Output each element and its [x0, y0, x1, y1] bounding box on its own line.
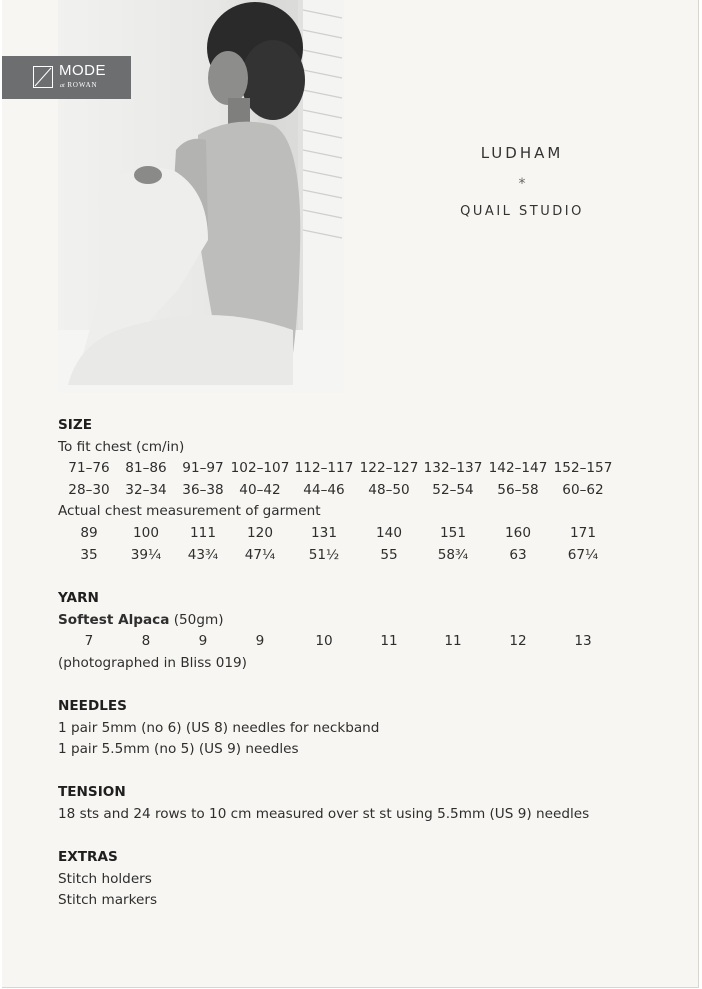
- yarn-name: Softest Alpaca: [58, 611, 170, 628]
- yarn-heading: YARN: [58, 590, 99, 606]
- actual-cm-row: [58, 523, 678, 545]
- size-cell: 132–137: [423, 460, 483, 477]
- size-cell: 9: [255, 633, 265, 650]
- size-cell: 47¼: [244, 546, 276, 563]
- size-cell: 11: [380, 633, 398, 650]
- actual-chest-label: Actual chest measurement of garment: [58, 503, 321, 520]
- size-cell: 63: [509, 546, 527, 563]
- to-fit-label: To fit chest (cm/in): [58, 438, 185, 455]
- yarn-balls-row: [58, 631, 678, 653]
- size-cell: 120: [247, 524, 273, 541]
- size-cell: 140: [376, 524, 402, 541]
- pattern-title-block: [402, 144, 642, 219]
- tension-section: [58, 782, 678, 825]
- extras-line: Stitch markers: [58, 892, 158, 909]
- size-cell: 131: [311, 524, 337, 541]
- size-cell: 39¼: [130, 546, 162, 563]
- size-cell: 102–107: [230, 460, 290, 477]
- needles-section: [58, 696, 678, 761]
- size-cell: 152–157: [553, 460, 613, 477]
- to-fit-cm-row: [58, 458, 678, 480]
- size-cell: 43¾: [187, 546, 219, 563]
- size-cell: 52–54: [432, 481, 474, 498]
- size-cell: 91–97: [182, 460, 224, 477]
- size-cell: 81–86: [125, 460, 167, 477]
- size-cell: 35: [80, 546, 98, 563]
- size-section: [58, 415, 678, 566]
- pattern-title: LUDHAM: [480, 144, 564, 162]
- size-cell: 48–50: [368, 481, 410, 498]
- size-cell: 9: [198, 633, 208, 650]
- size-cell: 36–38: [182, 481, 224, 498]
- size-cell: 58¾: [437, 546, 469, 563]
- size-cell: 11: [444, 633, 462, 650]
- size-cell: 44–46: [303, 481, 345, 498]
- size-cell: 60–62: [562, 481, 604, 498]
- size-cell: 89: [80, 524, 98, 541]
- size-cell: 151: [440, 524, 466, 541]
- title-separator: *: [518, 176, 526, 192]
- size-cell: 8: [141, 633, 151, 650]
- tension-heading: TENSION: [58, 784, 126, 800]
- needles-line: 1 pair 5.5mm (no 5) (US 9) needles: [58, 741, 299, 758]
- size-cell: 112–117: [294, 460, 354, 477]
- tension-text: 18 sts and 24 rows to 10 cm measured over st st using 5.5mm (US 9) needles: [58, 805, 590, 822]
- size-cell: 51½: [308, 546, 340, 563]
- size-cell: 67¼: [567, 546, 599, 563]
- designer-name: QUAIL STUDIO: [460, 204, 584, 219]
- size-cell: 7: [84, 633, 94, 650]
- yarn-photo-note: (photographed in Bliss 019): [58, 654, 247, 671]
- logo-subtitle: at ROWAN: [60, 81, 98, 89]
- mode-at-rowan-logo: [2, 56, 131, 99]
- yarn-section: [58, 588, 678, 674]
- extras-section: [58, 847, 678, 912]
- size-cell: 55: [380, 546, 398, 563]
- size-cell: 122–127: [359, 460, 419, 477]
- size-cell: 100: [133, 524, 159, 541]
- logo-word: MODE: [59, 62, 106, 79]
- size-cell: 142–147: [488, 460, 548, 477]
- size-cell: 171: [570, 524, 596, 541]
- extras-heading: EXTRAS: [58, 849, 118, 865]
- size-cell: 32–34: [125, 481, 167, 498]
- yarn-line: [58, 610, 678, 632]
- size-cell: 71–76: [68, 460, 110, 477]
- size-cell: 28–30: [68, 481, 110, 498]
- size-cell: 12: [509, 633, 527, 650]
- yarn-weight: (50gm): [169, 611, 224, 628]
- logo-mark-icon: [33, 66, 53, 88]
- size-cell: 160: [505, 524, 531, 541]
- size-cell: 111: [190, 524, 216, 541]
- size-cell: 10: [315, 633, 333, 650]
- size-cell: 13: [574, 633, 592, 650]
- pattern-page: [2, 0, 699, 988]
- size-cell: 56–58: [497, 481, 539, 498]
- size-heading: SIZE: [58, 417, 92, 433]
- needles-line: 1 pair 5mm (no 6) (US 8) needles for neckband: [58, 719, 380, 736]
- actual-in-row: [58, 545, 678, 567]
- extras-line: Stitch holders: [58, 870, 152, 887]
- size-cell: 40–42: [239, 481, 281, 498]
- needles-heading: NEEDLES: [58, 698, 127, 714]
- to-fit-in-row: [58, 480, 678, 502]
